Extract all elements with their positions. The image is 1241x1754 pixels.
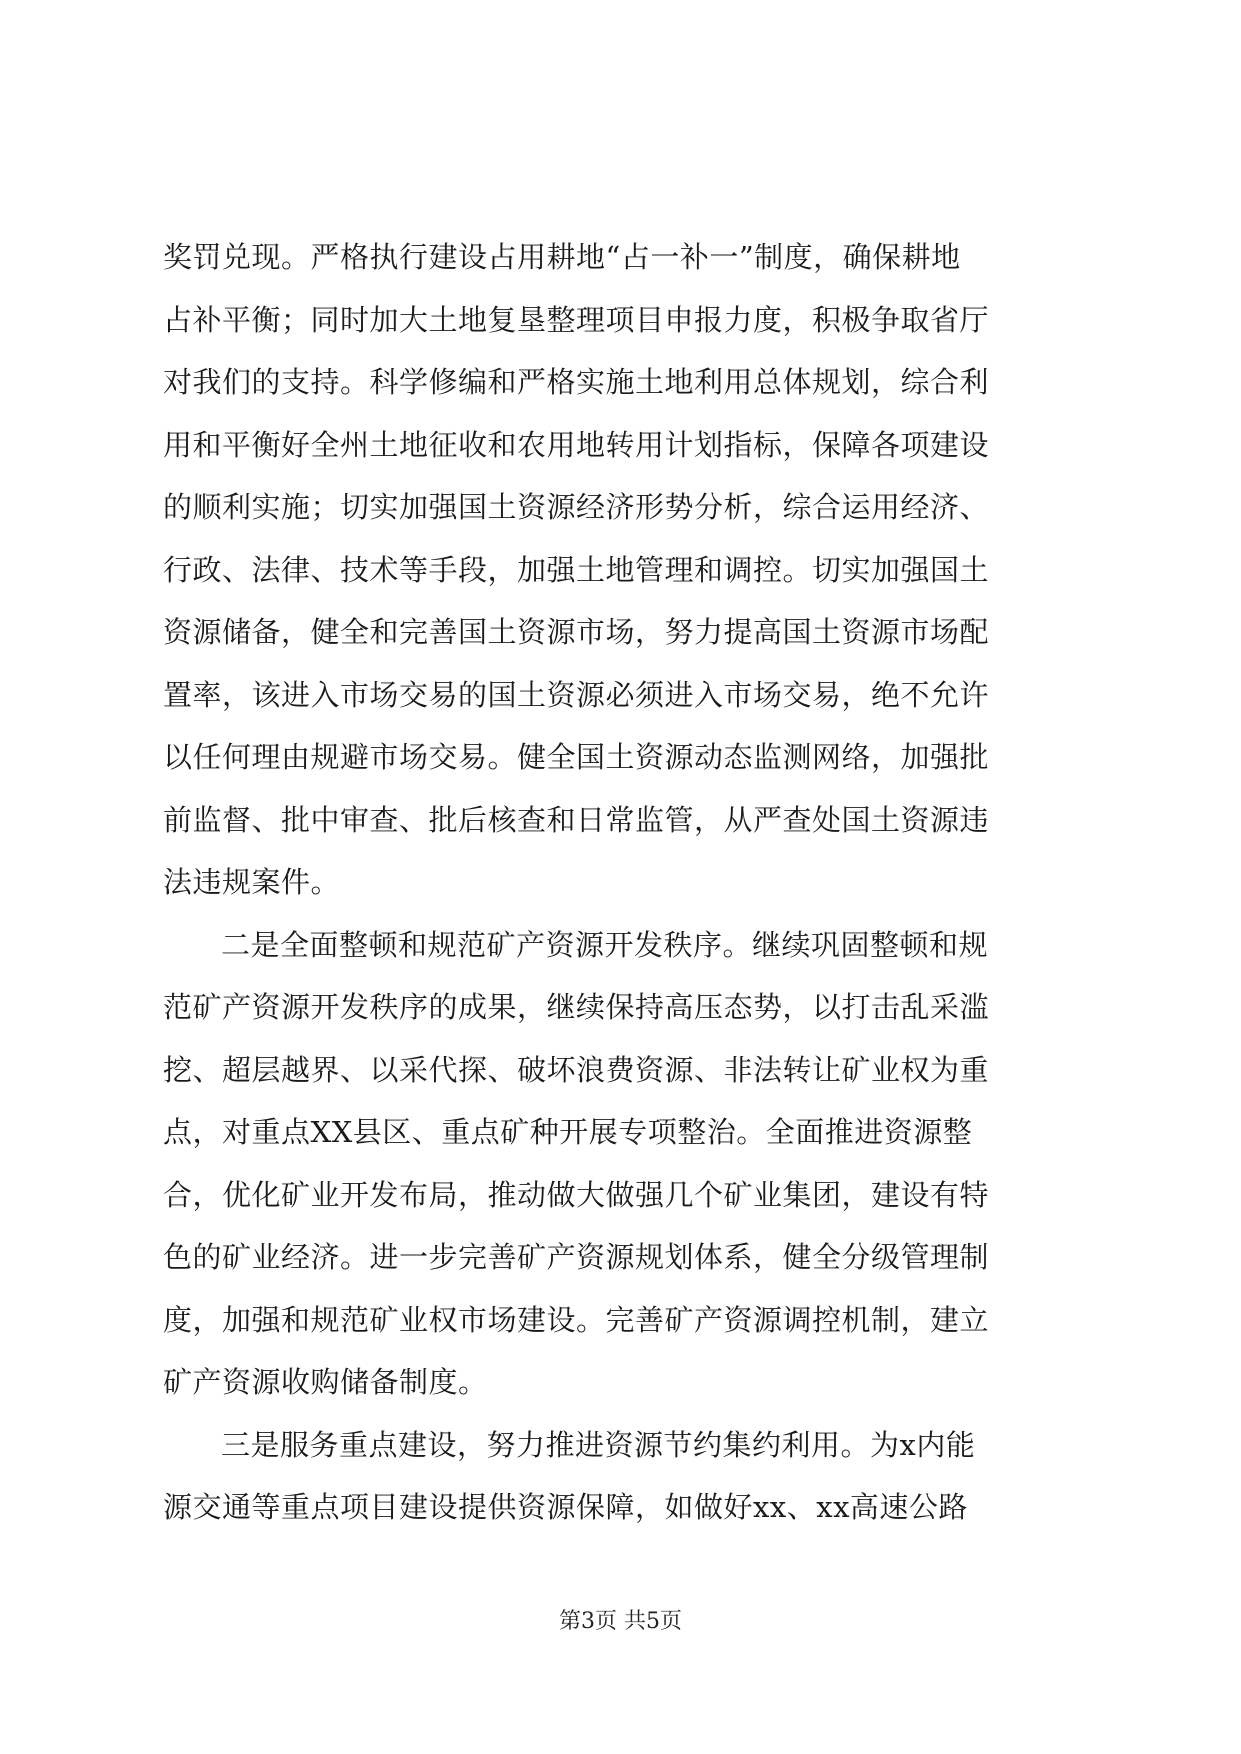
text-line: 挖、超层越界、以采代探、破坏浪费资源、非法转让矿业权为重: [163, 1052, 990, 1087]
text-line: 用和平衡好全州土地征收和农用地转用计划指标，保障各项建设: [163, 427, 990, 462]
text-line: 的顺利实施；切实加强国土资源经济形势分析，综合运用经济、: [163, 490, 990, 524]
document-body: [163, 226, 1083, 1539]
text-line: 范矿产资源开发秩序的成果，继续保持高压态势，以打击乱采滥: [163, 990, 990, 1024]
text-line: 度，加强和规范矿业权市场建设。完善矿产资源调控机制，建立: [163, 1302, 990, 1337]
text-line: 以任何理由规避市场交易。健全国土资源动态监测网络，加强批: [163, 740, 990, 774]
page-number-footer: 第3页 共5页: [559, 1609, 682, 1634]
text-line: 源交通等重点项目建设提供资源保障，如做好xx、xx高速公路: [163, 1490, 968, 1524]
text-line: 法违规案件。: [163, 865, 341, 899]
text-line: 二是全面整顿和规范矿产资源开发秩序。继续巩固整顿和规: [221, 927, 989, 962]
text-line: 矿产资源收购储备制度。: [163, 1365, 488, 1399]
text-line: 合，优化矿业开发布局，推动做大做强几个矿业集团，建设有特: [163, 1177, 990, 1212]
paragraph-3: [163, 1414, 1083, 1539]
text-line: 行政、法律、技术等手段，加强土地管理和调控。切实加强国土: [163, 552, 990, 587]
paragraph-1: [163, 226, 1083, 914]
text-line: 置率，该进入市场交易的国土资源必须进入市场交易，绝不允许: [163, 677, 990, 712]
text-line: 资源储备，健全和完善国土资源市场，努力提高国土资源市场配: [163, 615, 990, 649]
text-line: 前监督、批中审查、批后核查和日常监管，从严查处国土资源违: [163, 802, 990, 837]
text-line: 点，对重点XX县区、重点矿种开展专项整治。全面推进资源整: [163, 1115, 973, 1149]
paragraph-2: [163, 914, 1083, 1414]
text-line: 三是服务重点建设，努力推进资源节约集约利用。为x内能: [221, 1427, 976, 1462]
text-line: 色的矿业经济。进一步完善矿产资源规划体系，健全分级管理制: [163, 1240, 990, 1274]
text-line: 对我们的支持。科学修编和严格实施土地利用总体规划，综合利: [163, 365, 990, 399]
text-line: 奖罚兑现。严格执行建设占用耕地“占一补一”制度，确保耕地: [163, 240, 961, 274]
text-line: 占补平衡；同时加大土地复垦整理项目申报力度，积极争取省厅: [163, 302, 990, 337]
